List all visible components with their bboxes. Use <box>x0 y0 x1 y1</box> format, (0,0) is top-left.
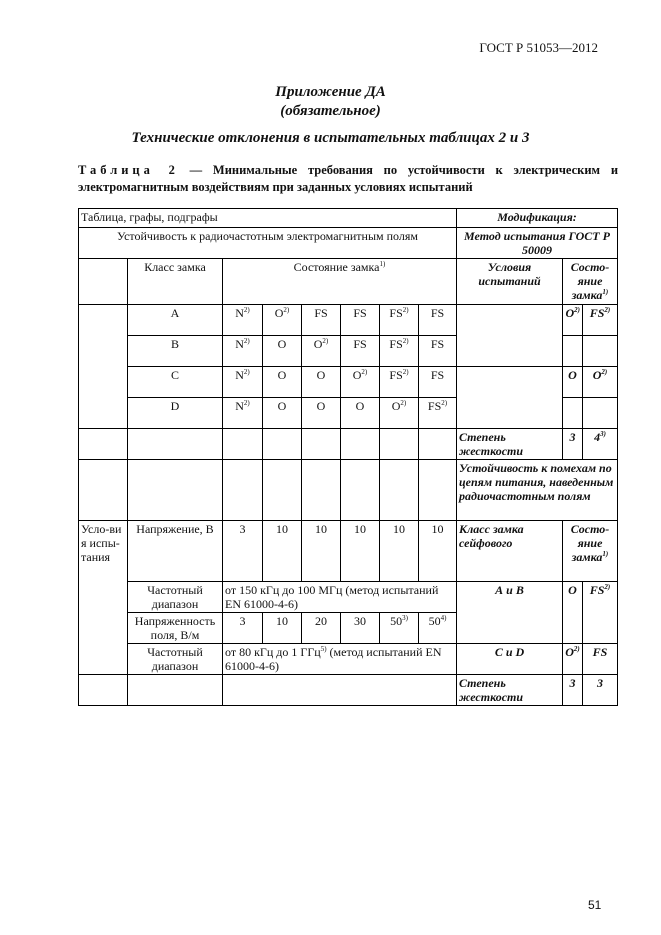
blank-cell <box>128 460 223 521</box>
voltage-value: 10 <box>302 521 341 582</box>
blank-cell <box>341 460 380 521</box>
blank-cell <box>302 460 341 521</box>
state-cell: FS$^{2)}$ <box>380 367 419 398</box>
blank-cell <box>419 429 457 460</box>
state-cell: FS <box>419 305 457 336</box>
blank-cell <box>302 429 341 460</box>
caption-dash: — <box>178 163 213 177</box>
appendix-status: (обязательное) <box>280 103 381 119</box>
severity-value: 3 <box>583 675 618 706</box>
state-cell: FS$^{2)}$ <box>419 398 457 429</box>
state-cell: O <box>341 398 380 429</box>
state-cell: FS <box>341 336 380 367</box>
state-cell: $N^{2)}$ <box>223 336 263 367</box>
severity-value: 3 <box>563 429 583 460</box>
state-cell: O <box>263 367 302 398</box>
blank-cell <box>79 305 128 429</box>
conducted-immunity-header: Устойчивость к помехам по цепям питания, наведенным радиочастотным полям <box>457 460 618 521</box>
field-strength-label: Напряженность поля, В/м <box>128 613 223 644</box>
blank-cell <box>563 336 583 367</box>
blank-cell <box>457 367 563 429</box>
severity-label: Степень жесткости <box>457 675 563 706</box>
blank-cell <box>223 675 457 706</box>
state-cell: O <box>302 367 341 398</box>
result-cell: O <box>563 582 583 644</box>
lock-class-a: A <box>128 305 223 336</box>
table-caption <box>78 162 618 196</box>
requirements-table <box>78 208 618 706</box>
state-cell: $O^{2)}$ <box>380 398 419 429</box>
voltage-label: Напряжение, В <box>128 521 223 582</box>
safe-lock-class: Класс замка сейфового <box>457 521 563 582</box>
frequency-range-label: Частотный диапазон <box>128 582 223 613</box>
caption-text: Минимальные требования по устойчивости к электрическим и электромагнитным воздействиям при заданных условиях испытаний <box>78 163 619 194</box>
blank-cell <box>457 305 563 367</box>
result-cell: FS <box>583 644 618 675</box>
lock-class-c: C <box>128 367 223 398</box>
blank-cell <box>79 429 128 460</box>
header-lock-class: Класс замка <box>128 259 223 305</box>
blank-cell <box>380 429 419 460</box>
blank-cell <box>79 259 128 305</box>
lock-class-d: D <box>128 398 223 429</box>
severity-value: 4$^{3)}$ <box>583 429 618 460</box>
blank-cell <box>128 429 223 460</box>
section-title: Технические отклонения в испытательных таблицах 2 и 3 <box>131 130 530 146</box>
field-value: 10 <box>263 613 302 644</box>
result-cell: FS$^{2)}$ <box>583 582 618 644</box>
header-lock-state: Состояние замка$^{1)}$ <box>223 259 457 305</box>
classes-ab: А и В <box>457 582 563 644</box>
test-conditions-label: Усло-вия испы-тания <box>79 521 128 675</box>
state-cell: $O^{2)}$ <box>263 305 302 336</box>
blank-cell <box>380 460 419 521</box>
blank-cell <box>223 429 263 460</box>
header-tables-columns: Таблица, графы, подграфы <box>79 209 457 228</box>
voltage-value: 3 <box>223 521 263 582</box>
blank-cell <box>341 429 380 460</box>
frequency-range-label: Частотный диапазон <box>128 644 223 675</box>
state-cell: $N^{2)}$ <box>223 305 263 336</box>
result-cell: O <box>563 367 583 398</box>
state-cell: $N^{2)}$ <box>223 367 263 398</box>
severity-value: 3 <box>563 675 583 706</box>
field-value: 30 <box>341 613 380 644</box>
result-cell: $O^{2)}$ <box>563 305 583 336</box>
voltage-value: 10 <box>419 521 457 582</box>
appendix-title: Приложение ДА <box>275 84 386 100</box>
header-test-conditions: Условия испытаний <box>457 259 563 305</box>
state-cell: $O^{2)}$ <box>302 336 341 367</box>
field-value: 20 <box>302 613 341 644</box>
state-cell: O <box>263 336 302 367</box>
blank-cell <box>79 675 128 706</box>
voltage-value: 10 <box>341 521 380 582</box>
field-value: 50$^{3)}$ <box>380 613 419 644</box>
caption-label: Таблица 2 <box>78 163 179 177</box>
state-cell: O <box>263 398 302 429</box>
page-number: 51 <box>588 898 602 912</box>
state-cell: $O^{2)}$ <box>341 367 380 398</box>
classes-cd: C и D <box>457 644 563 675</box>
field-value: 50$^{4)}$ <box>419 613 457 644</box>
standard-header: ГОСТ Р 51053—2012 <box>479 40 598 55</box>
header-state: Состо-яние замка$^{1)}$ <box>563 521 618 582</box>
frequency-range-value: от 80 кГц до 1 ГГц$^{5)}$ (метод испытаний EN 61000-4-6) <box>223 644 457 675</box>
voltage-value: 10 <box>380 521 419 582</box>
lock-class-b: B <box>128 336 223 367</box>
state-cell: FS <box>419 336 457 367</box>
frequency-range-value: от 150 кГц до 100 МГц (метод испытаний EN 61000-4-6) <box>223 582 457 613</box>
blank-cell <box>263 429 302 460</box>
header-modification: Модификация: <box>457 209 618 228</box>
header-rf-immunity: Устойчивость к радиочастотным электромагнитным полям <box>79 228 457 259</box>
state-cell: FS$^{2)}$ <box>380 305 419 336</box>
blank-cell <box>583 398 618 429</box>
header-test-method: Метод испытания ГОСТ Р 50009 <box>457 228 618 259</box>
result-cell: $O^{2)}$ <box>583 367 618 398</box>
result-cell: FS$^{2)}$ <box>583 305 618 336</box>
state-cell: FS <box>341 305 380 336</box>
result-cell: $O^{2)}$ <box>563 644 583 675</box>
field-value: 3 <box>223 613 263 644</box>
blank-cell <box>223 460 263 521</box>
blank-cell <box>419 460 457 521</box>
state-cell: FS$^{2)}$ <box>380 336 419 367</box>
severity-label: Степень жесткости <box>457 429 563 460</box>
state-cell: $N^{2)}$ <box>223 398 263 429</box>
blank-cell <box>563 398 583 429</box>
blank-cell <box>583 336 618 367</box>
blank-cell <box>128 675 223 706</box>
voltage-value: 10 <box>263 521 302 582</box>
state-cell: FS <box>419 367 457 398</box>
header-state: Состо-яние замка$^{1)}$ <box>563 259 618 305</box>
appendix-heading <box>0 83 661 121</box>
blank-cell <box>79 460 128 521</box>
blank-cell <box>263 460 302 521</box>
state-cell: FS <box>302 305 341 336</box>
state-cell: O <box>302 398 341 429</box>
